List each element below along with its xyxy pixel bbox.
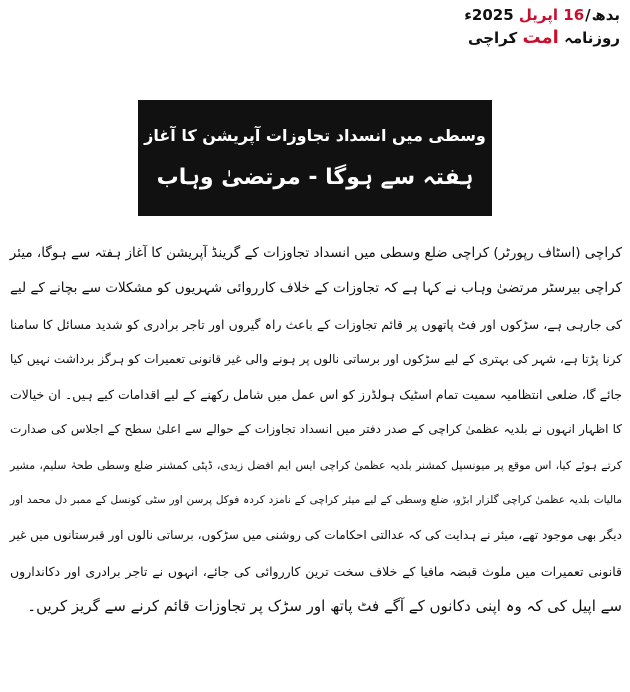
- article-line: کرتے ہوئے کیا، اس موقع پر میونسپل کمشنر بلدیہ عظمیٰ کراچی ایس ایم افضل زیدی، ڈپٹی کمشنر ضلع وسطی طحہٰ سلیم، مشیر: [10, 458, 622, 472]
- article-line: سے اپیل کی کہ وہ اپنی دکانوں کے آگے فٹ پاتھ اور سڑک پر تجاوزات قائم کرنے سے گریز کریں۔: [27, 596, 622, 615]
- article-line: کراچی (اسٹاف رپورٹر) کراچی ضلع وسطی میں انسداد تجاوزات کے گرینڈ آپریشن کا آغاز ہفتہ سے ہوگا، میئر: [9, 245, 622, 261]
- headline-subtitle: ہفتہ سے ہوگا - مرتضیٰ وہاب: [156, 165, 474, 190]
- article-line: کا اظہار انہوں نے بلدیہ عظمیٰ کراچی کے صدر دفتر میں انسداد تجاوزات کے حوالے سے اعلیٰ سطح کے اجلاس کی صدارت: [10, 422, 622, 437]
- headline-main: وسطی میں انسداد تجاوزات آپریشن کا آغاز: [144, 126, 486, 145]
- article-line: قانونی تعمیرات میں ملوث قبضہ مافیا کے خلاف سخت ترین کارروائی کی جائے، انہوں نے تاجر برادری اور دکانداروں: [10, 563, 622, 579]
- article-line: کراچی بیرسٹر مرتضیٰ وہاب نے کہا ہے کہ تجاوزات کے خلاف کارروائی شہریوں کو مشکلات سے بچانے کے لیے: [10, 280, 622, 297]
- date-month: اپریل: [518, 6, 559, 24]
- weekday: بدھ: [591, 6, 620, 24]
- date-day: 16: [563, 6, 585, 24]
- newspaper-prefix: روزنامہ: [564, 29, 620, 47]
- article-line: دیگر بھی موجود تھے، میئر نے ہدایت کی کہ عدالتی احکامات کی روشنی میں سڑکوں، برساتی نالوں اور قبرستانوں میں غیر: [9, 528, 622, 543]
- newspaper-city: کراچی: [468, 29, 518, 47]
- headline-box: [138, 100, 492, 216]
- article-body: [10, 236, 622, 624]
- article-line: مالیات بلدیہ عظمیٰ کراچی گلزار ابڑو، ضلع وسطی کے لیے میئر کراچی کے نامزد کردہ فوکل پرسن اور سٹی کونسل کے ممبر دل محمد اور: [10, 494, 622, 507]
- masthead: [420, 4, 620, 50]
- date-separator: /: [585, 6, 591, 24]
- article-line: جائے گا، ضلعی انتظامیہ سمیت تمام اسٹیک ہولڈرز کو اس عمل میں شامل رکھنے کے لیے اقدامات کیے ہیں۔ ان خیالات: [10, 387, 622, 403]
- newspaper-name-line: [420, 26, 620, 50]
- date-line: [420, 4, 620, 26]
- newspaper-brand: امت: [522, 27, 559, 48]
- article-line: کی جارہی ہے، سڑکوں اور فٹ پاتھوں پر قائم تجاوزات کے باعث راہ گیروں اور تاجر برادری کو شدید مسائل کا سامنا: [10, 316, 622, 332]
- date-year: 2025ء: [464, 6, 514, 24]
- article-line: کرنا پڑتا ہے، شہر کی بہتری کے لیے سڑکوں اور برساتی نالوں پر ہونے والی غیر قانونی تعمیرات کو ہرگز برداشت نہیں کیا: [10, 351, 622, 366]
